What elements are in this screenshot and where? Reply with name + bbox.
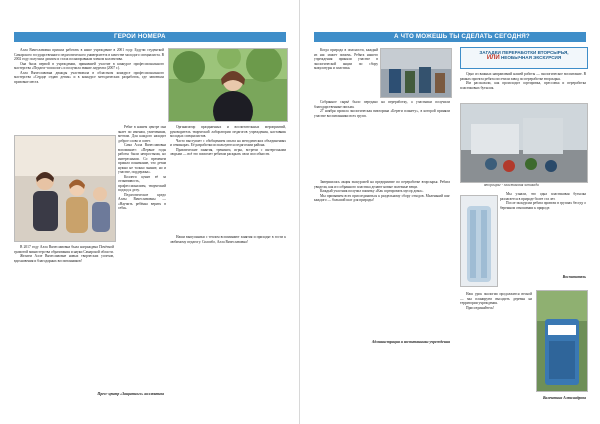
- bin-photo: [536, 290, 588, 392]
- paragraph: Каждый участник получил памятку «Как сортировать мусор дома».: [320, 189, 424, 193]
- left-header-bar: [14, 32, 286, 42]
- paragraph: Присоединяйтесь!: [466, 305, 495, 310]
- excursion-title-bottom: НЕОБЫЧНАЯ ЭКСКУРСИЯ: [500, 55, 562, 61]
- paragraph: Педагогическое кредо Аллы Вячеславовны — «Научить ребёнка верить в себя».: [118, 192, 166, 210]
- paragraph: Мы призываем всех присоединиться к раздельному сбору отходов. Маленький шаг каждого — большой шаг для природы!: [314, 193, 450, 202]
- paragraph: Она была первой в учреждении, принявшей участие в конкурсе профессионального мастерства «Педагог-психолог» и получила звание лауреата (2007 г.).: [14, 61, 164, 70]
- excursion-title-or: ИЛИ: [486, 55, 500, 62]
- plant-photo-caption: вторсырье - пластиковая эстакада: [484, 183, 539, 187]
- paragraph: Собранное сырьё было передано на переработку, а участники получили благодарственные письма.: [314, 100, 450, 109]
- group-photo-image: [15, 136, 115, 241]
- left-intro-column: [14, 48, 164, 128]
- paragraph: Желаем Алле Вячеславовне новых творческих успехов, вдохновения и благодарных воспитанников!: [14, 254, 114, 263]
- paragraph: После экскурсии ребята провели в группах беседу о бережном отношении к природе.: [500, 201, 586, 210]
- plant-photo: [460, 103, 588, 183]
- paragraph: Ребят в нашем центре она знает по именам, увлечениям, мечтам. Для каждого находит доброе слово и совет.: [118, 125, 166, 143]
- paragraph: В 2017 году Алла Вячеславовна была награждена Почётной грамотой министерства образования и науки Самарской области.: [14, 245, 114, 254]
- portrait-photo-image: [169, 49, 287, 121]
- right-col1-top: [314, 48, 378, 98]
- right-col2-signature: Администрация и воспитанники учреждения: [371, 340, 450, 344]
- right-header-bar: [314, 32, 586, 42]
- paragraph: Часто выступает с обобщением опыта на методических объединениях и семинарах. Её разработки используются педагогами района.: [170, 138, 286, 147]
- paragraph: Когда природа в опасности, каждый из нас может помочь. Ребята нашего учреждения приняли участие в экологической акции по сбору макулатуры и пластика.: [314, 48, 378, 70]
- paragraph: 27 ноября прошла экологическая викторина «Береги планету», в которой приняли участие воспитанники всех групп.: [314, 109, 450, 118]
- paragraph: Коллеги ценят её за отзывчивость, профессионализм, творческий подход к делу.: [118, 174, 166, 192]
- left-narrow-column: [118, 125, 166, 230]
- right-col3-intro: [460, 72, 586, 100]
- plant-photo-image: [461, 104, 587, 182]
- recycling-photo: [380, 48, 452, 98]
- paragraph: Организатор праздничных и воспитательных мероприятий, руководитель творческой лаборатории педагогов учреждения, наставник молодых специалистов.: [170, 125, 286, 138]
- paragraph: Наш урок экологии продолжится весной — мы планируем высадить деревья на территории учреждения.: [460, 292, 532, 305]
- left-bottom-column: [14, 245, 114, 385]
- excursion-title: [463, 50, 585, 62]
- paragraph: Сама Алла Вячеславовна вспоминает: «Первые годы работы были непростыми, но интересными. Со временем пришло понимание, что детям нужно не только знание, но и участие, поддержка».: [118, 143, 166, 174]
- group-photo: [14, 135, 116, 242]
- bottle-photo: [460, 195, 498, 287]
- right-col3b-signature: Воспитатель: [562, 275, 586, 279]
- paragraph: Алла Вячеславовна пришла работать в наше учреждение в 2001 году. Будучи студенткой Самарского государственного педагогического университета в качестве молодого специалиста. В 2002 году получила диплом и стала полноправным членом коллектива.: [14, 48, 164, 61]
- paragraph: Одно из важных направлений нашей работы — экологическое воспитание. В рамках проекта ребята посетили завод по переработке вторсырья.: [460, 72, 586, 81]
- right-page: [300, 0, 600, 424]
- paragraph: Наши выпускники с теплом вспоминают занятия и приходят в гости к любимому педагогу. Спасибо, Алла Вячеславовна!: [170, 235, 286, 244]
- excursion-title-top: ЗАГАДКИ ПЕРЕРАБОТКИ ВТОРСЫРЬЯ,: [479, 50, 569, 55]
- paragraph: Завершилась акция экскурсией на предприятие по переработке вторсырья. Ребята увидели, как из собранного пластика делают новые полезные вещи.: [314, 180, 450, 189]
- bottle-photo-image: [461, 196, 497, 286]
- left-bottom-right-column: [170, 235, 286, 385]
- paragraph: Практические занятия, тренинги, игры, встречи с интересными людьми — всё это помогает ребятам раскрыть свои способности.: [170, 147, 286, 156]
- portrait-photo: [168, 48, 288, 122]
- paragraph: Алла Вячеславовна дважды участвовала в областном конкурсе профессионального мастерства «Сердце отдаю детям» и в конкурсе методических разработок, где завоевала призовые места.: [14, 70, 164, 84]
- left-mid-right-column: [170, 125, 286, 230]
- left-header-title: ГЕРОИ НОМЕРА: [114, 33, 166, 40]
- right-col2: [314, 180, 450, 330]
- paragraph: Мы узнали, что одна пластиковая бутылка разлагается в природе более ста лет.: [500, 192, 586, 201]
- right-col3b: [500, 192, 586, 272]
- recycling-photo-image: [381, 49, 451, 97]
- bin-photo-image: [537, 291, 587, 391]
- paragraph: Им рассказали, как происходит сортировка, прессовка и переработка пластиковых бутылок.: [460, 81, 586, 90]
- right-col3c-signature: Валентина Александрова: [543, 396, 586, 400]
- right-col3c: [460, 292, 532, 392]
- left-signature: Пресс-центр «Защитного» коллектива: [97, 392, 164, 396]
- right-header-title: А ЧТО МОЖЕШЬ ТЫ СДЕЛАТЬ СЕГОДНЯ?: [394, 33, 530, 40]
- right-col1-mid: [314, 100, 450, 175]
- excursion-title-box: [460, 47, 588, 69]
